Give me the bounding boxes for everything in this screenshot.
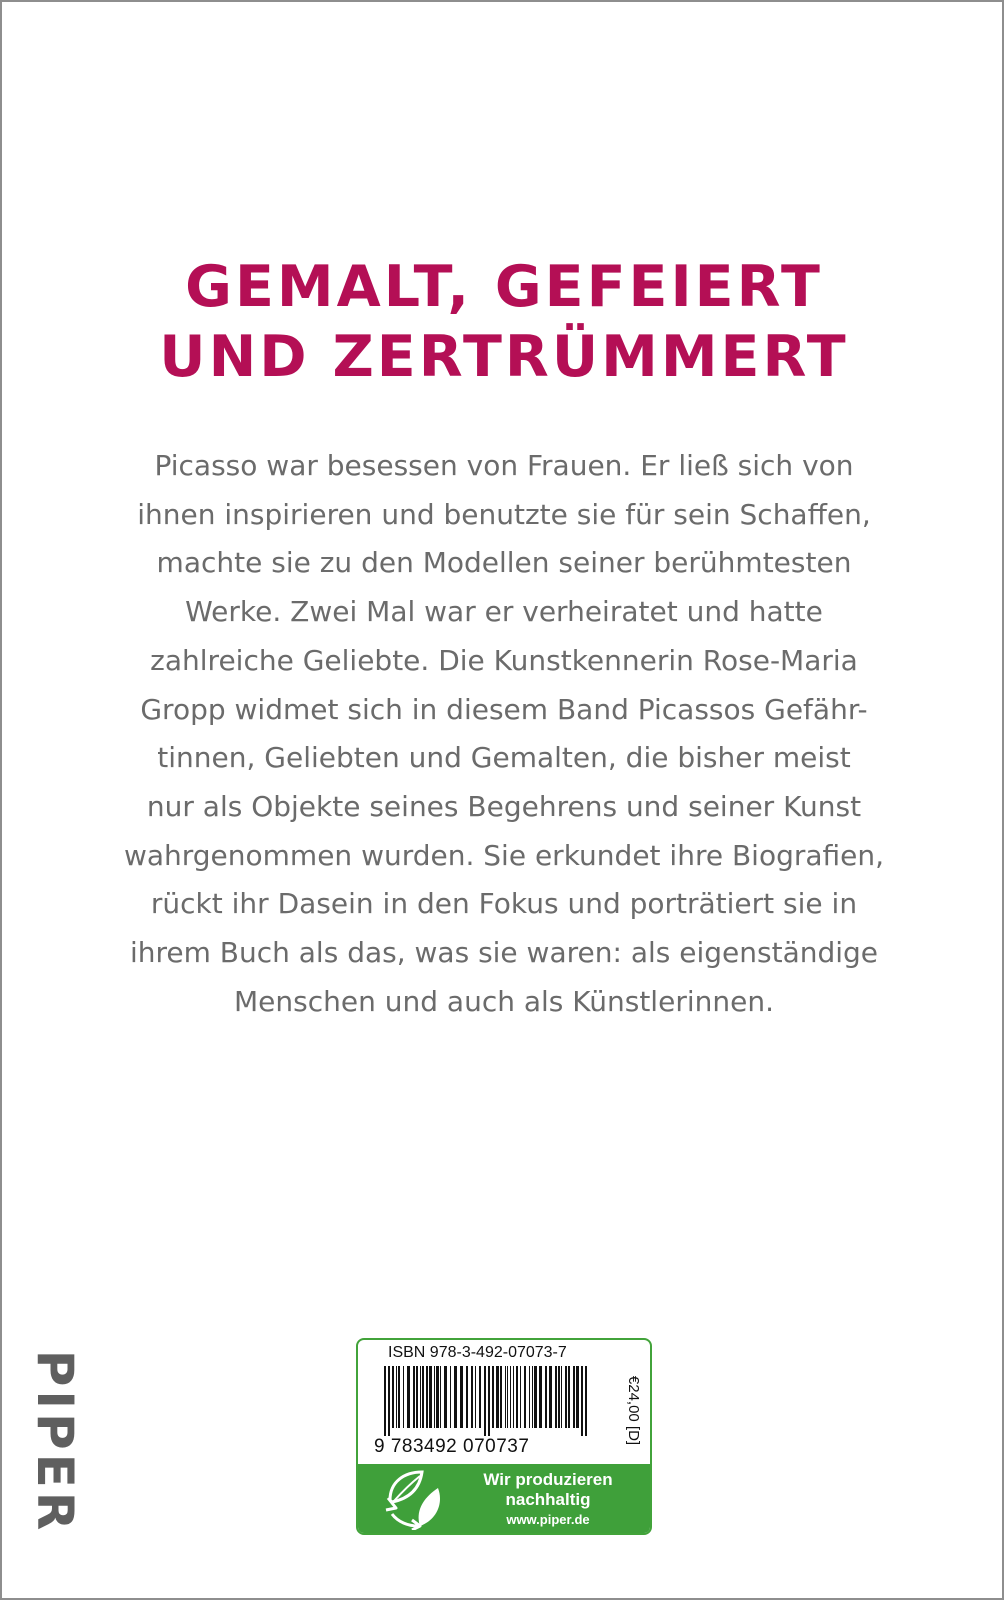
publisher-url: www.piper.de — [506, 1512, 590, 1527]
blurb-line: tinnen, Geliebten und Gemalten, die bisher meist — [157, 741, 851, 775]
blurb-line: ihrem Buch als das, was sie waren: als eigenständige — [129, 936, 879, 970]
ean-digits: 9 783492 070737 — [374, 1436, 530, 1457]
blurb-line: rückt ihr Dasein in den Fokus und porträtiert sie in — [150, 887, 858, 921]
blurb-line: wahrgenommen wurden. Sie erkundet ihre Biografien, — [123, 838, 885, 872]
blurb-line: zahlreiche Geliebte. Die Kunstkennerin Rose-Maria — [150, 643, 858, 677]
barcode-label — [356, 1338, 652, 1535]
price-label: €24,00 [D] — [625, 1375, 643, 1446]
barcode-icon — [384, 1366, 589, 1436]
sustainability-badge — [358, 1464, 650, 1533]
blurb-line: ihnen inspirieren und benutzte sie für sein Schaffen, — [137, 497, 871, 531]
blurb-line: nur als Objekte seines Begehrens und seiner Kunst — [146, 789, 862, 823]
blurb-line: machte sie zu den Modellen seiner berühmtesten — [156, 546, 852, 580]
headline — [2, 252, 1004, 392]
leaf-recycle-icon — [382, 1468, 446, 1530]
publisher-logo — [26, 1349, 84, 1535]
blurb-line: Gropp widmet sich in diesem Band Picassos Gefähr- — [140, 692, 868, 726]
blurb-line: Picasso war besessen von Frauen. Er ließ sich von — [154, 449, 854, 482]
sustainability-text — [458, 1470, 638, 1530]
headline-line-2: UND ZERTRÜMMERT — [159, 324, 849, 390]
sustainability-line-2: nachhaltig — [505, 1490, 591, 1509]
publisher-logo-text: PIPER — [26, 1349, 84, 1535]
blurb-line: Werke. Zwei Mal war er verheiratet und hatte — [185, 595, 823, 629]
blurb-line: Menschen und auch als Künstlerinnen. — [234, 984, 774, 1018]
headline-line-1: GEMALT, GEFEIERT — [185, 254, 823, 320]
blurb-text — [2, 442, 1004, 1026]
sustainability-line-1: Wir produzieren — [483, 1470, 613, 1489]
isbn-number: ISBN 978-3-492-07073-7 — [388, 1344, 567, 1361]
